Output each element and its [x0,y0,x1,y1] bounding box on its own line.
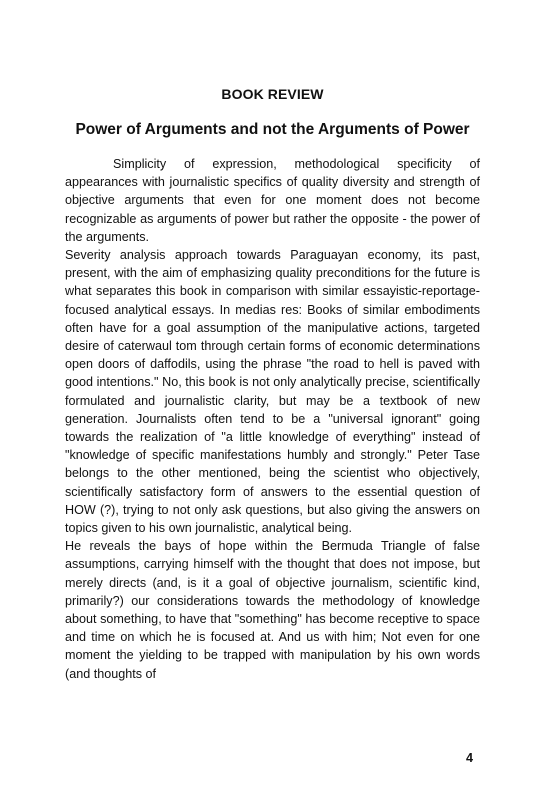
article-title: Power of Arguments and not the Arguments of Power [75,121,470,138]
paragraph-3: He reveals the bays of hope within the Bermuda Triangle of false assumptions, carrying himself with the thought that does not impose, but merely directs (and, is it a goal of objective journalism, scientific kind, primarily?) our considerations towards the methodology of knowledge about something, to have that "something" has become receptive to space and time on which he is focused at. And us with him; Not even for one moment the yielding to be trapped with manipulation by his own words (and thoughts of [65,539,480,681]
article-body [65,155,480,683]
section-heading: BOOK REVIEW [221,86,324,102]
page-number: 4 [466,751,474,765]
paragraph-1: Simplicity of expression, methodological specificity of appearances with journalistic specifics of quality diversity and strength of objective arguments that even for one moment does not become recognizable as arguments of power but rather the opposite - the power of the arguments. [65,157,480,244]
paragraph-2: Severity analysis approach towards Paraguayan economy, its past, present, with the aim of emphasizing quality preconditions for the future is what separates this book in comparison with similar essayistic-reportage-focused analytical essays. In medias res: Books of similar embodiments often have for a goal assumption of the manipulative actions, targeted desire of caterwaul tom through certain forms of economic determinations open doors of daffodils, using the phrase "the road to hell is paved with good intentions." No, this book is not only analytically precise, scientifically formulated and journalistic clarity, but may be a textbook of new generation. Journalists often tend to be a "universal ignorant" going towards the realization of "a little knowledge of everything" instead of "knowledge of specific manifestations humbly and strongly." Peter Tase belongs to the other mentioned, being the scientist who objectively, scientifically satisfactory form of answers to the essential question of HOW (?), trying to not only ask questions, but also giving the answers on topics given to his own journalistic, analytical being. [65,248,480,536]
